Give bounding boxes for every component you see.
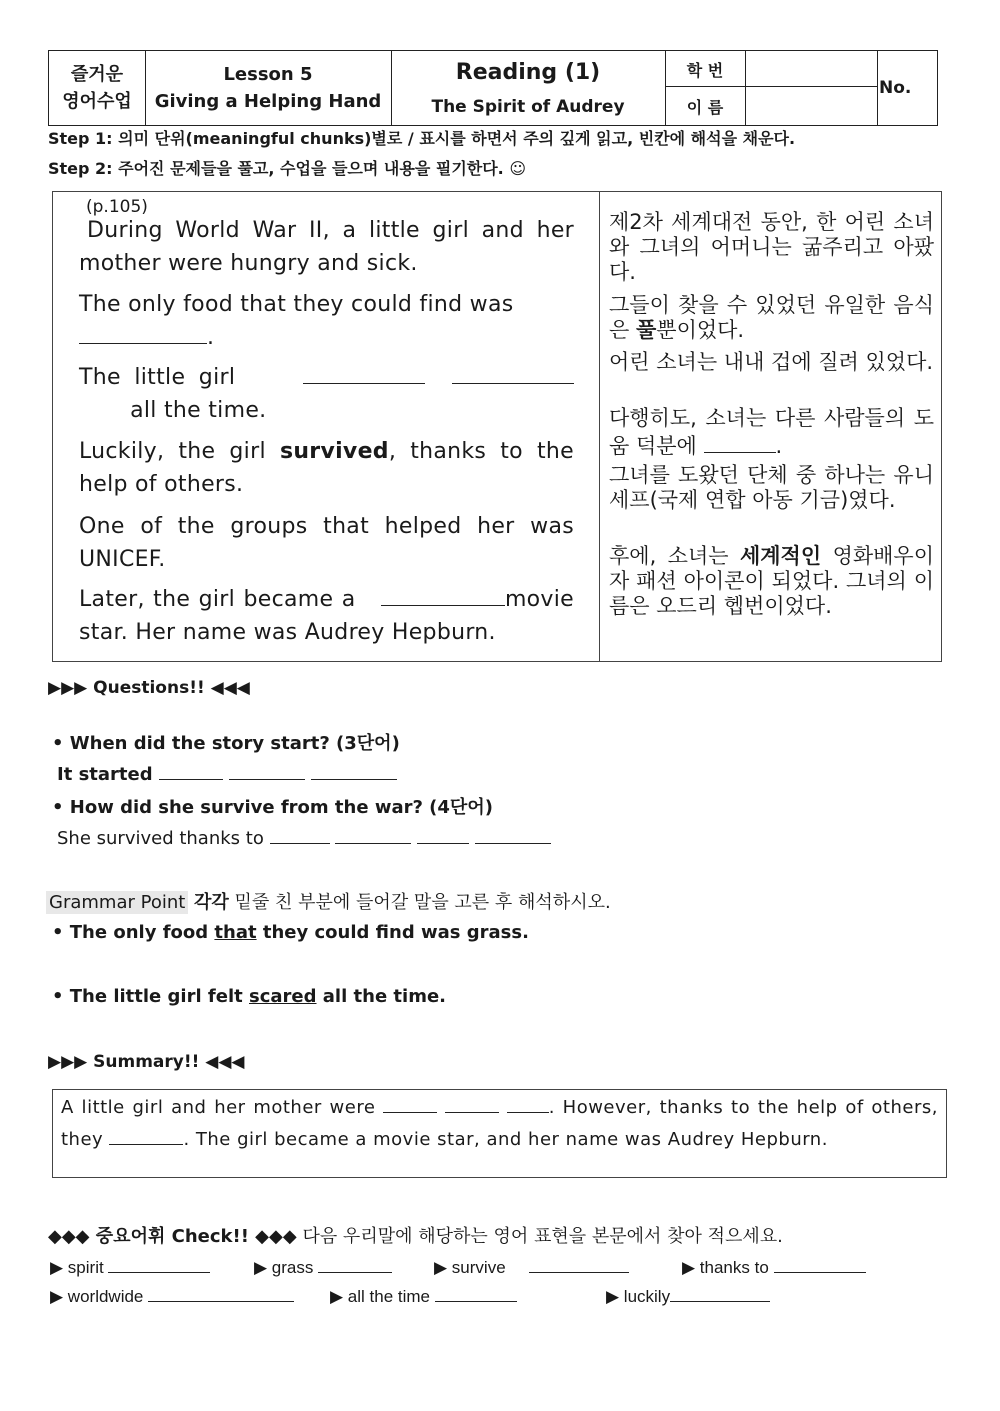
blank-food[interactable]: [79, 321, 207, 344]
english-sentence-1: During World War II, a little girl and her mother were hungry and sick.: [79, 218, 574, 276]
reading-title: Reading (1): [455, 60, 601, 85]
vocab-blank-luckily[interactable]: [670, 1284, 770, 1302]
answer-2-blank-3[interactable]: [417, 825, 469, 844]
question-1: • When did the story start? (3단어): [52, 733, 400, 754]
answer-2-blank-1[interactable]: [270, 825, 330, 844]
class-name-line2: 영어수업: [62, 91, 132, 112]
reading-box: [52, 191, 942, 662]
column-divider: [599, 192, 600, 661]
lesson-cell: [145, 51, 391, 125]
answer-2: She survived thanks to: [57, 825, 551, 849]
blank-worldwide[interactable]: [381, 583, 505, 606]
korean-sentence-6: 후에, 소녀는 세계적인 영화배우이자 패션 아이콘이 되었다. 그녀의 이름은 오드리 헵번이었다.: [609, 544, 934, 618]
vocab-blank-grass[interactable]: [318, 1255, 392, 1273]
korean-sentence-1: 제2차 세계대전 동안, 한 어린 소녀와 그녀의 어머니는 굶주리고 아팠다.: [609, 210, 934, 284]
summary-title: ▶▶▶ Summary!! ◀◀◀: [48, 1052, 245, 1072]
name-label-cell: [665, 87, 745, 125]
vocab-item-luckily: ▶ luckily: [606, 1284, 770, 1307]
step-1-instruction: Step 1: 의미 단위(meaningful chunks)별로 / 표시를 하면서 주의 깊게 읽고, 빈칸에 해석을 채운다.: [48, 129, 796, 148]
korean-sentence-5: 그녀를 도왔던 단체 중 하나는 유니세프(국제 연합 아동 기금)였다.: [609, 463, 934, 512]
grammar-instruction: 밑줄 친 부분에 들어갈 말을 고른 후 해석하시오.: [234, 892, 611, 913]
no-label: No.: [879, 78, 912, 98]
answer-1: It started: [57, 761, 397, 785]
english-sentence-2: The only food that they could find was .: [79, 292, 514, 350]
vocab-item-spirit: ▶ spirit: [50, 1255, 210, 1278]
grammar-heading: [46, 888, 611, 914]
summary-box: A little girl and her mother were . However, thanks to the help of others, they . The girl became a movie star, and her name was Audrey Hepburn.: [52, 1089, 947, 1178]
questions-title: ▶▶▶ Questions!! ◀◀◀: [48, 678, 250, 698]
question-2: • How did she survive from the war? (4단어): [52, 797, 493, 818]
vocab-blank-spirit[interactable]: [108, 1255, 210, 1273]
vocab-item-survive: ▶ survive: [434, 1255, 629, 1278]
blank-felt[interactable]: [303, 361, 425, 384]
lesson-title: Giving a Helping Hand: [154, 91, 382, 112]
name-field[interactable]: [746, 88, 877, 125]
english-sentence-4: Luckily, the girl survived, thanks to the help of others.: [79, 439, 575, 497]
vocab-blank-thanks-to[interactable]: [774, 1255, 866, 1273]
step-2-instruction: Step 2: 주어진 문제들을 풀고, 수업을 들으며 내용을 필기한다. ☺: [48, 159, 527, 178]
grammar-underline-scared[interactable]: scared: [249, 986, 317, 1007]
student-id-field[interactable]: [746, 51, 877, 86]
korean-sentence-3: 어린 소녀는 내내 겁에 질려 있었다.: [609, 350, 934, 374]
korean-sentence-2: 그들이 찾을 수 있었던 유일한 음식은 풀뿐이었다.: [609, 293, 934, 342]
vocab-item-all-the-time: ▶ all the time: [330, 1284, 517, 1307]
vocab-item-thanks-to: ▶ thanks to: [682, 1255, 866, 1278]
summary-blank-3[interactable]: [507, 1094, 549, 1113]
blank-survived[interactable]: [704, 431, 776, 453]
english-sentence-5: One of the groups that helped her was UNICEF.: [79, 514, 574, 572]
summary-blank-4[interactable]: [109, 1126, 183, 1145]
summary-blank-2[interactable]: [445, 1094, 499, 1113]
grammar-bold: 각각: [194, 892, 229, 913]
answer-1-blank-1[interactable]: [159, 761, 223, 780]
class-name-cell: [49, 51, 145, 125]
korean-sentence-4: 다행히도, 소녀는 다른 사람들의 도움 덕분에 .: [609, 406, 934, 458]
english-sentence-3: The little girl all the time.: [79, 361, 574, 427]
name-label: 이 름: [686, 97, 724, 117]
lesson-number: Lesson 5: [223, 64, 313, 85]
answer-1-blank-2[interactable]: [229, 761, 305, 780]
grammar-label: Grammar Point: [46, 891, 188, 914]
vocab-item-grass: ▶ grass: [254, 1255, 392, 1278]
grammar-underline-that[interactable]: that: [214, 922, 257, 943]
summary-blank-1[interactable]: [383, 1094, 437, 1113]
answer-2-blank-4[interactable]: [475, 825, 551, 844]
class-name-line1: 즐거운: [70, 64, 124, 85]
vocab-item-worldwide: ▶ worldwide: [50, 1284, 294, 1307]
vocab-blank-worldwide[interactable]: [148, 1284, 294, 1302]
grammar-sentence-2: • The little girl felt scared all the time.: [52, 986, 447, 1007]
vocab-blank-survive[interactable]: [529, 1255, 629, 1273]
blank-scared[interactable]: [452, 361, 574, 384]
answer-2-blank-2[interactable]: [335, 825, 411, 844]
answer-1-blank-3[interactable]: [311, 761, 397, 780]
reading-cell: [391, 51, 665, 125]
grammar-sentence-1: • The only food that they could find was grass.: [52, 922, 529, 943]
student-id-label-cell: [665, 51, 745, 87]
english-sentence-6: Later, the girl became a movie star. Her name was Audrey Hepburn.: [79, 583, 574, 649]
vocab-blank-all-the-time[interactable]: [435, 1284, 517, 1302]
no-cell[interactable]: [877, 51, 937, 125]
header-table: [48, 50, 938, 126]
student-id-label: 학 번: [686, 60, 724, 80]
reading-subtitle: The Spirit of Audrey: [431, 97, 625, 117]
vocab-title: ◆◆◆ 중요어휘 Check!! ◆◆◆: [48, 1226, 297, 1247]
vocab-heading: [48, 1222, 783, 1248]
vocab-instruction: 다음 우리말에 해당하는 영어 표현을 본문에서 찾아 적으세요.: [302, 1226, 783, 1247]
page-reference: (p.105): [86, 197, 148, 217]
